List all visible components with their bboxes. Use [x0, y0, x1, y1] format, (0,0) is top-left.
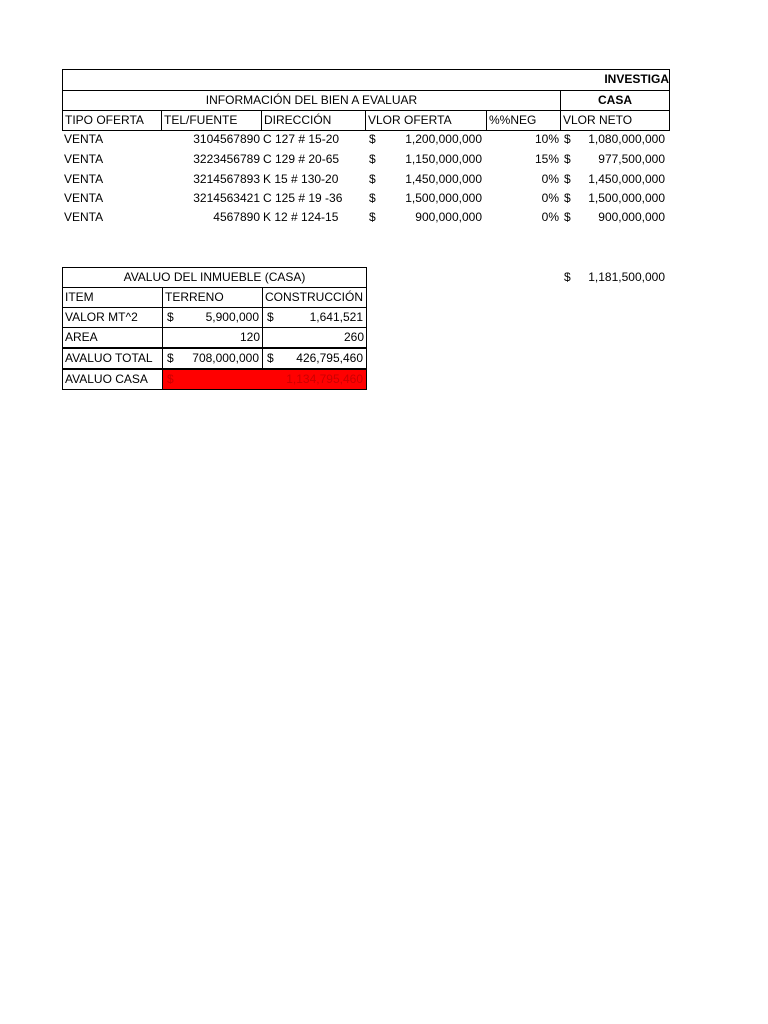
- cell-neg: 0%: [541, 172, 559, 186]
- amount: 1,641,521: [309, 310, 363, 324]
- currency-symbol: $: [564, 132, 571, 146]
- amount: 1,500,000,000: [588, 191, 665, 205]
- cell-neg: 15%: [534, 152, 559, 166]
- cell-tipo: VENTA: [64, 191, 104, 205]
- avaluo-header-item: ITEM: [62, 287, 163, 308]
- section-casa-header: CASA: [560, 90, 670, 111]
- currency-symbol: $: [267, 351, 274, 365]
- avaluo-total-construccion: [262, 348, 367, 369]
- currency-symbol: $: [564, 152, 571, 166]
- cell-dir: C 125 # 19 -36: [263, 191, 343, 205]
- amount: 1,200,000,000: [405, 132, 482, 146]
- avaluo-valor-mt2-terreno: [162, 307, 263, 328]
- currency-symbol: $: [167, 372, 174, 386]
- amount: 426,795,460: [296, 351, 363, 365]
- currency-symbol: $: [369, 132, 376, 146]
- currency-symbol: $: [369, 210, 376, 224]
- currency-symbol: $: [564, 210, 571, 224]
- cell-tel: 3104567890: [193, 132, 260, 146]
- amount: 1,150,000,000: [405, 152, 482, 166]
- cell-tel: 3214563421: [193, 191, 260, 205]
- avaluo-header-terreno: TERRENO: [162, 287, 263, 308]
- cell-tel: 4567890: [213, 210, 260, 224]
- cell-neto: [560, 130, 668, 150]
- amount: 1,450,000,000: [588, 172, 665, 186]
- col-header-tipo: TIPO OFERTA: [62, 110, 162, 131]
- avaluo-header-construccion: CONSTRUCCIÓN: [262, 287, 367, 308]
- cell-dir: K 15 # 130-20: [263, 172, 339, 186]
- currency-symbol: $: [564, 172, 571, 186]
- avaluo-total-terreno: [162, 348, 263, 369]
- cell-neto: [560, 189, 668, 209]
- amount: 708,000,000: [192, 351, 259, 365]
- avaluo-title: AVALUO DEL INMUEBLE (CASA): [62, 267, 367, 288]
- avaluo-area-construccion: 260: [262, 327, 367, 348]
- avaluo-label-valor-mt2: VALOR MT^2: [62, 307, 163, 328]
- cell-neg: 0%: [541, 191, 559, 205]
- cell-dir: C 127 # 15-20: [263, 132, 340, 146]
- currency-symbol: $: [369, 191, 376, 205]
- col-header-dir: DIRECCIÓN: [261, 110, 366, 131]
- cell-oferta: [365, 208, 485, 228]
- col-header-vlor-oferta: VLOR OFERTA: [365, 110, 487, 131]
- amount: 1,134,795,460: [286, 372, 363, 386]
- cell-oferta: [365, 150, 485, 170]
- cell-tel: 3223456789: [193, 152, 260, 166]
- avaluo-casa-value: [162, 369, 367, 390]
- cell-oferta: [365, 170, 485, 190]
- cell-neto: [560, 150, 668, 170]
- cell-tipo: VENTA: [64, 210, 104, 224]
- col-header-vlor-neto: VLOR NETO: [560, 110, 670, 131]
- cell-tipo: VENTA: [64, 172, 104, 186]
- section-info-header: INFORMACIÓN DEL BIEN A EVALUAR: [62, 90, 561, 111]
- currency-symbol: $: [167, 310, 174, 324]
- col-header-neg: %%NEG: [486, 110, 561, 131]
- cell-dir: C 129 # 20-65: [263, 152, 340, 166]
- amount: 977,500,000: [598, 152, 665, 166]
- cell-dir: K 12 # 124-15: [263, 210, 339, 224]
- cell-neto: [560, 170, 668, 190]
- avaluo-label-area: AREA: [62, 327, 163, 348]
- cell-neg: 0%: [541, 210, 559, 224]
- currency-symbol: $: [369, 152, 376, 166]
- amount: 1,450,000,000: [405, 172, 482, 186]
- currency-symbol: $: [369, 172, 376, 186]
- amount: 1,080,000,000: [588, 132, 665, 146]
- avaluo-valor-mt2-construccion: [262, 307, 367, 328]
- col-header-tel: TEL/FUENTE: [161, 110, 262, 131]
- amount: 1,500,000,000: [405, 191, 482, 205]
- cell-tel: 3214567893: [193, 172, 260, 186]
- amount: 900,000,000: [415, 210, 482, 224]
- cell-oferta: [365, 189, 485, 209]
- currency-symbol: $: [564, 270, 571, 284]
- table-title: INVESTIGA: [62, 69, 670, 91]
- cell-neg: 10%: [534, 132, 559, 146]
- avaluo-area-terreno: 120: [162, 327, 263, 348]
- cell-oferta: [365, 130, 485, 150]
- avaluo-label-total: AVALUO TOTAL: [62, 348, 163, 369]
- amount: 1,181,500,000: [588, 270, 665, 284]
- cell-tipo: VENTA: [64, 132, 104, 146]
- cell-tipo: VENTA: [64, 152, 104, 166]
- currency-symbol: $: [167, 351, 174, 365]
- average-value: [560, 268, 668, 288]
- currency-symbol: $: [564, 191, 571, 205]
- cell-neto: [560, 208, 668, 228]
- amount: 900,000,000: [598, 210, 665, 224]
- amount: 5,900,000: [205, 310, 259, 324]
- currency-symbol: $: [267, 310, 274, 324]
- avaluo-label-casa: AVALUO CASA: [62, 369, 163, 390]
